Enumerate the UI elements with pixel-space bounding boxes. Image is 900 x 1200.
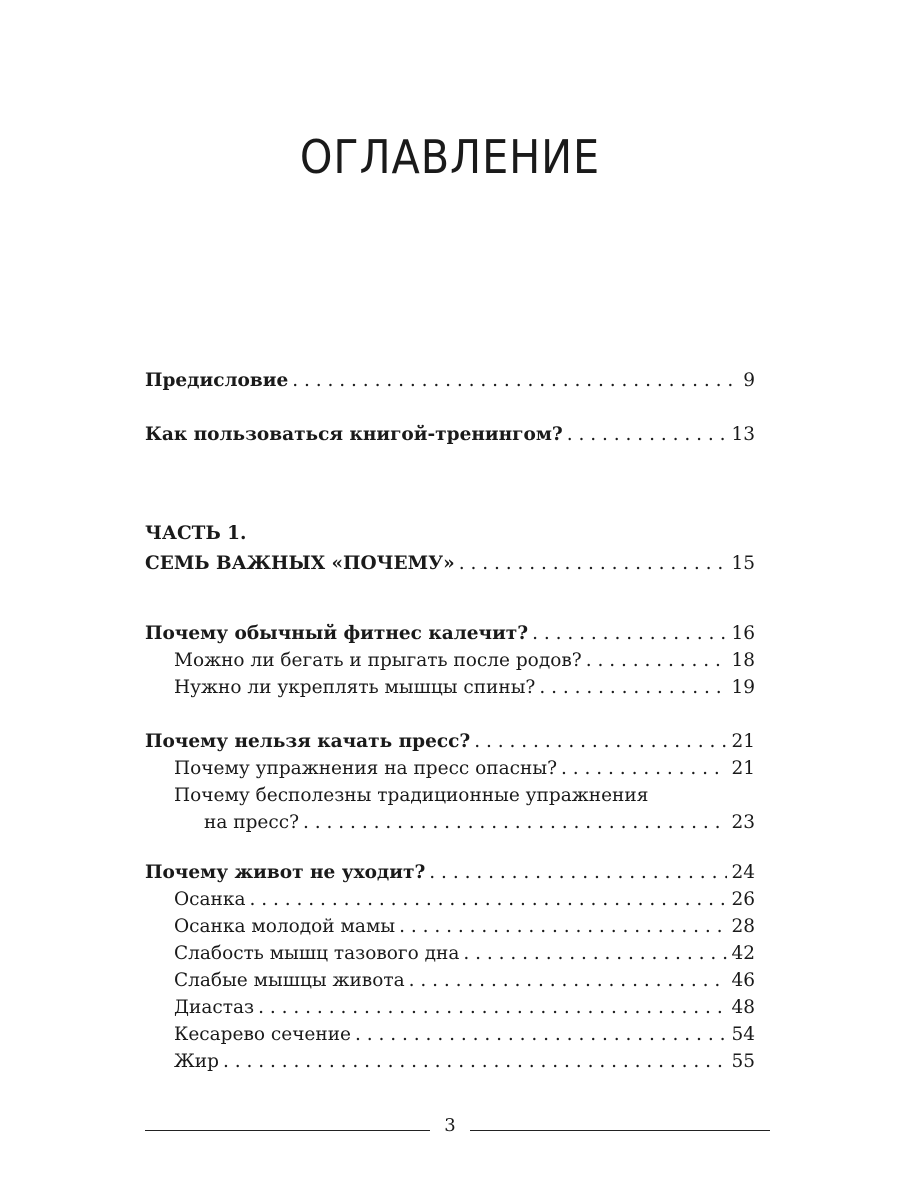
toc-entry-label: Почему упражнения на пресс опасны? <box>174 758 557 779</box>
dot-leader <box>249 889 727 911</box>
toc-heading: ОГЛАВЛЕНИЕ <box>299 130 601 184</box>
toc-entry-pelvic[interactable] <box>174 943 755 965</box>
toc-entry-label: на пресс? <box>204 812 300 833</box>
toc-entry-useless[interactable] <box>204 812 755 834</box>
toc-entry-fitness[interactable] <box>145 623 755 645</box>
toc-entry-page: 21 <box>731 758 755 779</box>
toc-entry-label: Почему обычный фитнес калечит? <box>145 623 529 644</box>
dot-leader <box>459 553 728 575</box>
toc-entry-label: Как пользоваться книгой-тренингом? <box>145 424 563 445</box>
toc-entry-danger[interactable] <box>174 758 755 780</box>
toc-entry-fat[interactable] <box>174 1051 755 1073</box>
toc-entry-page: 24 <box>731 862 755 883</box>
dot-leader <box>463 943 727 965</box>
footer-rule-right <box>470 1130 770 1131</box>
dot-leader <box>258 997 727 1019</box>
dot-leader <box>399 916 727 938</box>
toc-entry-cesarean[interactable] <box>174 1024 755 1046</box>
toc-entry-label: Жир <box>174 1051 219 1072</box>
toc-entry-page: 23 <box>731 812 755 833</box>
dot-leader <box>474 731 727 753</box>
toc-entry-label: Предисловие <box>145 370 289 391</box>
toc-entry-page: 48 <box>731 997 755 1018</box>
toc-entry-page: 9 <box>743 370 755 391</box>
dot-leader <box>355 1024 727 1046</box>
toc-entry-page: 26 <box>731 889 755 910</box>
dot-leader <box>586 650 728 672</box>
part-heading-line1: ЧАСТЬ 1. <box>145 523 247 544</box>
toc-entry-label: Можно ли бегать и прыгать после родов? <box>174 650 582 671</box>
toc-entry-label: Кесарево сечение <box>174 1024 351 1045</box>
footer-rule-left <box>145 1130 430 1131</box>
toc-entry-page: 16 <box>731 623 755 644</box>
toc-entry-label: Осанка <box>174 889 246 910</box>
toc-entry-label: СЕМЬ ВАЖНЫХ «ПОЧЕМУ» <box>145 553 455 574</box>
toc-entry-page: 13 <box>731 424 755 445</box>
dot-leader <box>532 623 727 645</box>
dot-leader <box>409 970 728 992</box>
toc-entry-page: 46 <box>731 970 755 991</box>
toc-entry-label: Нужно ли укреплять мышцы спины? <box>174 677 536 698</box>
toc-entry-page: 19 <box>731 677 755 698</box>
toc-entry-diastasis[interactable] <box>174 997 755 1019</box>
toc-entry-mom-posture[interactable] <box>174 916 755 938</box>
toc-entry-page: 28 <box>731 916 755 937</box>
dot-leader <box>561 758 727 780</box>
toc-entry-run[interactable] <box>174 650 755 672</box>
toc-entry-part1[interactable] <box>145 553 755 575</box>
dot-leader <box>429 862 727 884</box>
toc-entry-press[interactable] <box>145 731 755 753</box>
toc-entry-belly[interactable] <box>145 862 755 884</box>
toc-entry-label: Почему живот не уходит? <box>145 862 426 883</box>
dot-leader <box>539 677 727 699</box>
toc-entry-page: 15 <box>731 553 755 574</box>
toc-entry-weak-abs[interactable] <box>174 970 755 992</box>
toc-entry-label: Почему нельзя качать пресс? <box>145 731 471 752</box>
toc-entry-label: Слабые мышцы живота <box>174 970 405 991</box>
toc-entry-label: Слабость мышц тазового дна <box>174 943 460 964</box>
toc-entry-preface[interactable] <box>145 370 755 392</box>
dot-leader <box>223 1051 727 1073</box>
dot-leader <box>567 424 728 446</box>
toc-entry-label: Осанка молодой мамы <box>174 916 396 937</box>
toc-entry-page: 21 <box>731 731 755 752</box>
dot-leader <box>292 370 739 392</box>
toc-entry-howto[interactable] <box>145 424 755 446</box>
toc-entry-label: Диастаз <box>174 997 255 1018</box>
toc-entry-page: 54 <box>731 1024 755 1045</box>
toc-entry-useless-line1: Почему бесполезны традиционные упражнения <box>174 785 649 806</box>
toc-entry-posture[interactable] <box>174 889 755 911</box>
toc-entry-page: 42 <box>731 943 755 964</box>
toc-entry-page: 55 <box>731 1051 755 1072</box>
footer-page-number: 3 <box>444 1115 456 1136</box>
toc-entry-back[interactable] <box>174 677 755 699</box>
toc-entry-page: 18 <box>731 650 755 671</box>
dot-leader <box>303 812 727 834</box>
